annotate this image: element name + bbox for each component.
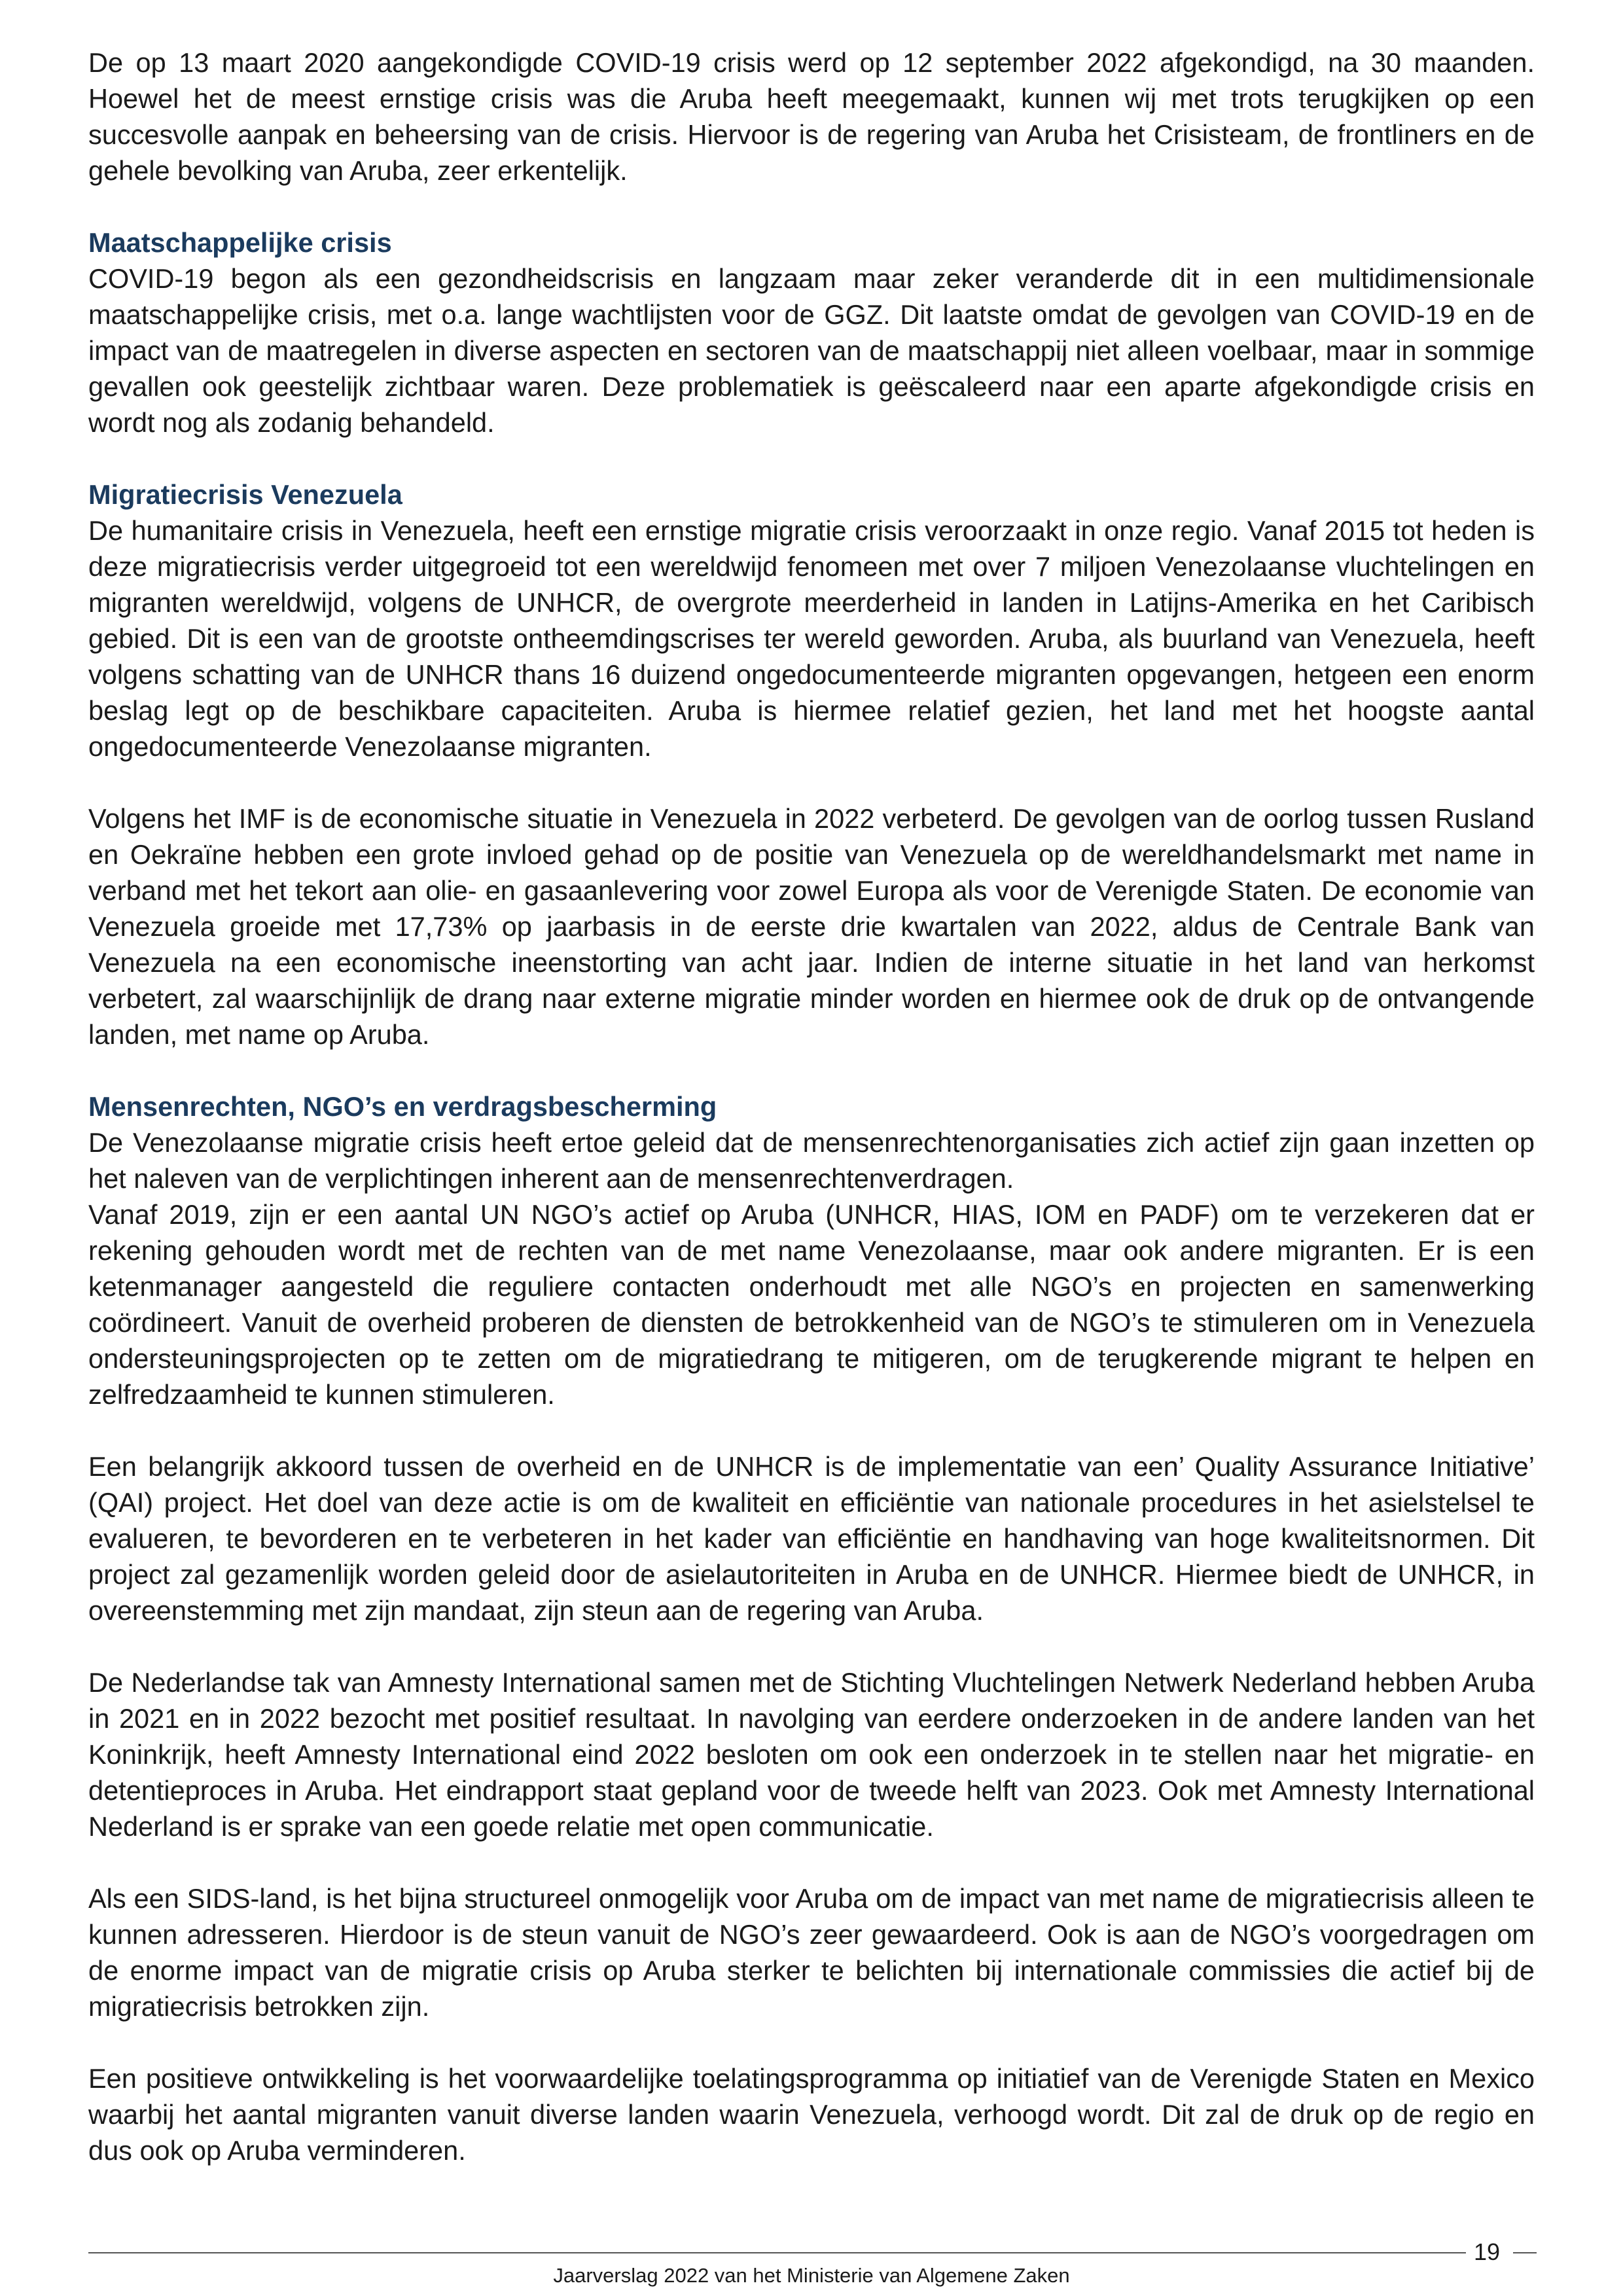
paragraph-mensenrechtenorganisaties: De Venezolaanse migratie crisis heeft ertoe geleid dat de mensenrechtenorganisaties zich actief zijn gaan inzetten op het naleven van de verplichtingen inherent aan de mensenrechtenverdragen. bbox=[88, 1127, 1535, 1194]
page-number: 19 bbox=[1474, 2238, 1501, 2265]
paragraph-amnesty-international: De Nederlandse tak van Amnesty International samen met de Stichting Vluchtelingen Netwerk Nederland hebben Aruba in 2021 en in 2022 bezocht met positief resultaat. In navolging van eerdere onderzoeken in de andere landen van het Koninkrijk, heeft Amnesty International eind 2022 besloten om ook een onderzoek in te stellen naar het migratie- en detentieproces in Aruba. Het eindrapport staat gepland voor de tweede helft van 2023. Ook met Amnesty International Nederland is er sprake van een goede relatie met open communicatie. bbox=[88, 1667, 1535, 1842]
paragraph-maatschappelijke-crisis: COVID-19 begon als een gezondheidscrisis en langzaam maar zeker veranderde dit in een multidimensionale maatschappelijke crisis, met o.a. lange wachtlijsten voor de GGZ. Dit laatste omdat de gevolgen van COVID-19 en de impact van de maatregelen in diverse aspecten en sectoren van de maatschappij niet alleen voelbaar, maar in sommige gevallen ook geestelijk zichtbaar waren. Deze problematiek is geëscaleerd naar een aparte afgekondigde crisis en wordt nog als zodanig behandeld. bbox=[88, 263, 1535, 438]
document-body bbox=[88, 45, 1535, 2168]
paragraph-qai-project: Een belangrijk akkoord tussen de overheid en de UNHCR is de implementatie van een’ Quality Assurance Initiative’ (QAI) project. Het doel van deze actie is om de kwaliteit en efficiëntie van nationale procedures in het asielstelsel te evalueren, te bevorderen en te verbeteren in het kader van efficiëntie en handhaving van hoge kwaliteitsnormen. Dit project zal gezamenlijk worden geleid door de asielautoriteiten in Aruba en de UNHCR. Hiermee biedt de UNHCR, in overeenstemming met zijn mandaat, zijn steun aan de regering van Aruba. bbox=[88, 1451, 1535, 1626]
footer-rule bbox=[88, 2252, 1466, 2253]
heading-migratiecrisis-venezuela: Migratiecrisis Venezuela bbox=[88, 479, 402, 510]
heading-maatschappelijke-crisis: Maatschappelijke crisis bbox=[88, 227, 392, 258]
paragraph-imf-economie: Volgens het IMF is de economische situatie in Venezuela in 2022 verbeterd. De gevolgen van de oorlog tussen Rusland en Oekraïne hebben een grote invloed gehad op de positie van Venezuela op de wereldhandelsmarkt met name in verband met het tekort aan olie- en gasaanlevering voor zowel Europa als voor de Verenigde Staten. De economie van Venezuela groeide met 17,73% op jaarbasis in de eerste drie kwartalen van 2022, aldus de Centrale Bank van Venezuela na een economische ineenstorting van acht jaar. Indien de interne situatie in het land van herkomst verbetert, zal waarschijnlijk de drang naar externe migratie minder worden en hiermee ook de druk op de ontvangende landen, met name op Aruba. bbox=[88, 803, 1535, 1050]
paragraph-humanitaire-crisis: De humanitaire crisis in Venezuela, heeft een ernstige migratie crisis veroorzaakt in onze regio. Vanaf 2015 tot heden is deze migratiecrisis verder uitgegroeid tot een wereldwijd fenomeen met over 7 miljoen Venezolaanse vluchtelingen en migranten wereldwijd, volgens de UNHCR, de overgrote meerderheid in landen in Latijns-Amerika en het Caribisch gebied. Dit is een van de grootste ontheemdingscrises ter wereld geworden. Aruba, als buurland van Venezuela, heeft volgens schatting van de UNHCR thans 16 duizend ongedocumenteerde migranten opgevangen, hetgeen een enorm beslag legt op de beschikbare capaciteiten. Aruba is hiermee relatief gezien, het land met het hoogste aantal ongedocumenteerde Venezolaanse migranten. bbox=[88, 515, 1535, 762]
footer-title: Jaarverslag 2022 van het Ministerie van Algemene Zaken bbox=[553, 2264, 1070, 2287]
heading-mensenrechten-ngos: Mensenrechten, NGO’s en verdragsbescherming bbox=[88, 1091, 717, 1122]
paragraph-toelatingsprogramma: Een positieve ontwikkeling is het voorwaardelijke toelatingsprogramma op initiatief van de Verenigde Staten en Mexico waarbij het aantal migranten vanuit diverse landen waarin Venezuela, verhoogd wordt. Dit zal de druk op de regio en dus ook op Aruba verminderen. bbox=[88, 2063, 1535, 2166]
paragraph-sids-land: Als een SIDS-land, is het bijna structureel onmogelijk voor Aruba om de impact van met name de migratiecrisis alleen te kunnen adresseren. Hierdoor is de steun vanuit de NGO’s zeer gewaardeerd. Ook is aan de NGO’s voorgedragen om de enorme impact van de migratie crisis op Aruba sterker te belichten bij internationale commissies die actief bij de migratiecrisis betrokken zijn. bbox=[88, 1883, 1535, 2022]
page-number-dash bbox=[1513, 2252, 1537, 2253]
paragraph-covid-crisis-ended: De op 13 maart 2020 aangekondigde COVID-19 crisis werd op 12 september 2022 afgekondigd, na 30 maanden. Hoewel het de meest ernstige crisis was die Aruba heeft meegemaakt, kunnen wij met trots terugkijken op een succesvolle aanpak en beheersing van de crisis. Hiervoor is de regering van Aruba het Crisisteam, de frontliners en de gehele bevolking van Aruba, zeer erkentelijk. bbox=[88, 47, 1535, 186]
paragraph-un-ngos-aruba: Vanaf 2019, zijn er een aantal UN NGO’s actief op Aruba (UNHCR, HIAS, IOM en PADF) om te verzekeren dat er rekening gehouden wordt met de rechten van de met name Venezolaanse, maar ook andere migranten. Er is een ketenmanager aangesteld die reguliere contacten onderhoudt met alle NGO’s en projecten en samenwerking coördineert. Vanuit de overheid proberen de diensten de betrokkenheid van de NGO’s te stimuleren om in Venezuela ondersteuningsprojecten op te zetten om de migratiedrang te mitigeren, om de terugkerende migrant te helpen en zelfredzaamheid te kunnen stimuleren. bbox=[88, 1199, 1535, 1410]
